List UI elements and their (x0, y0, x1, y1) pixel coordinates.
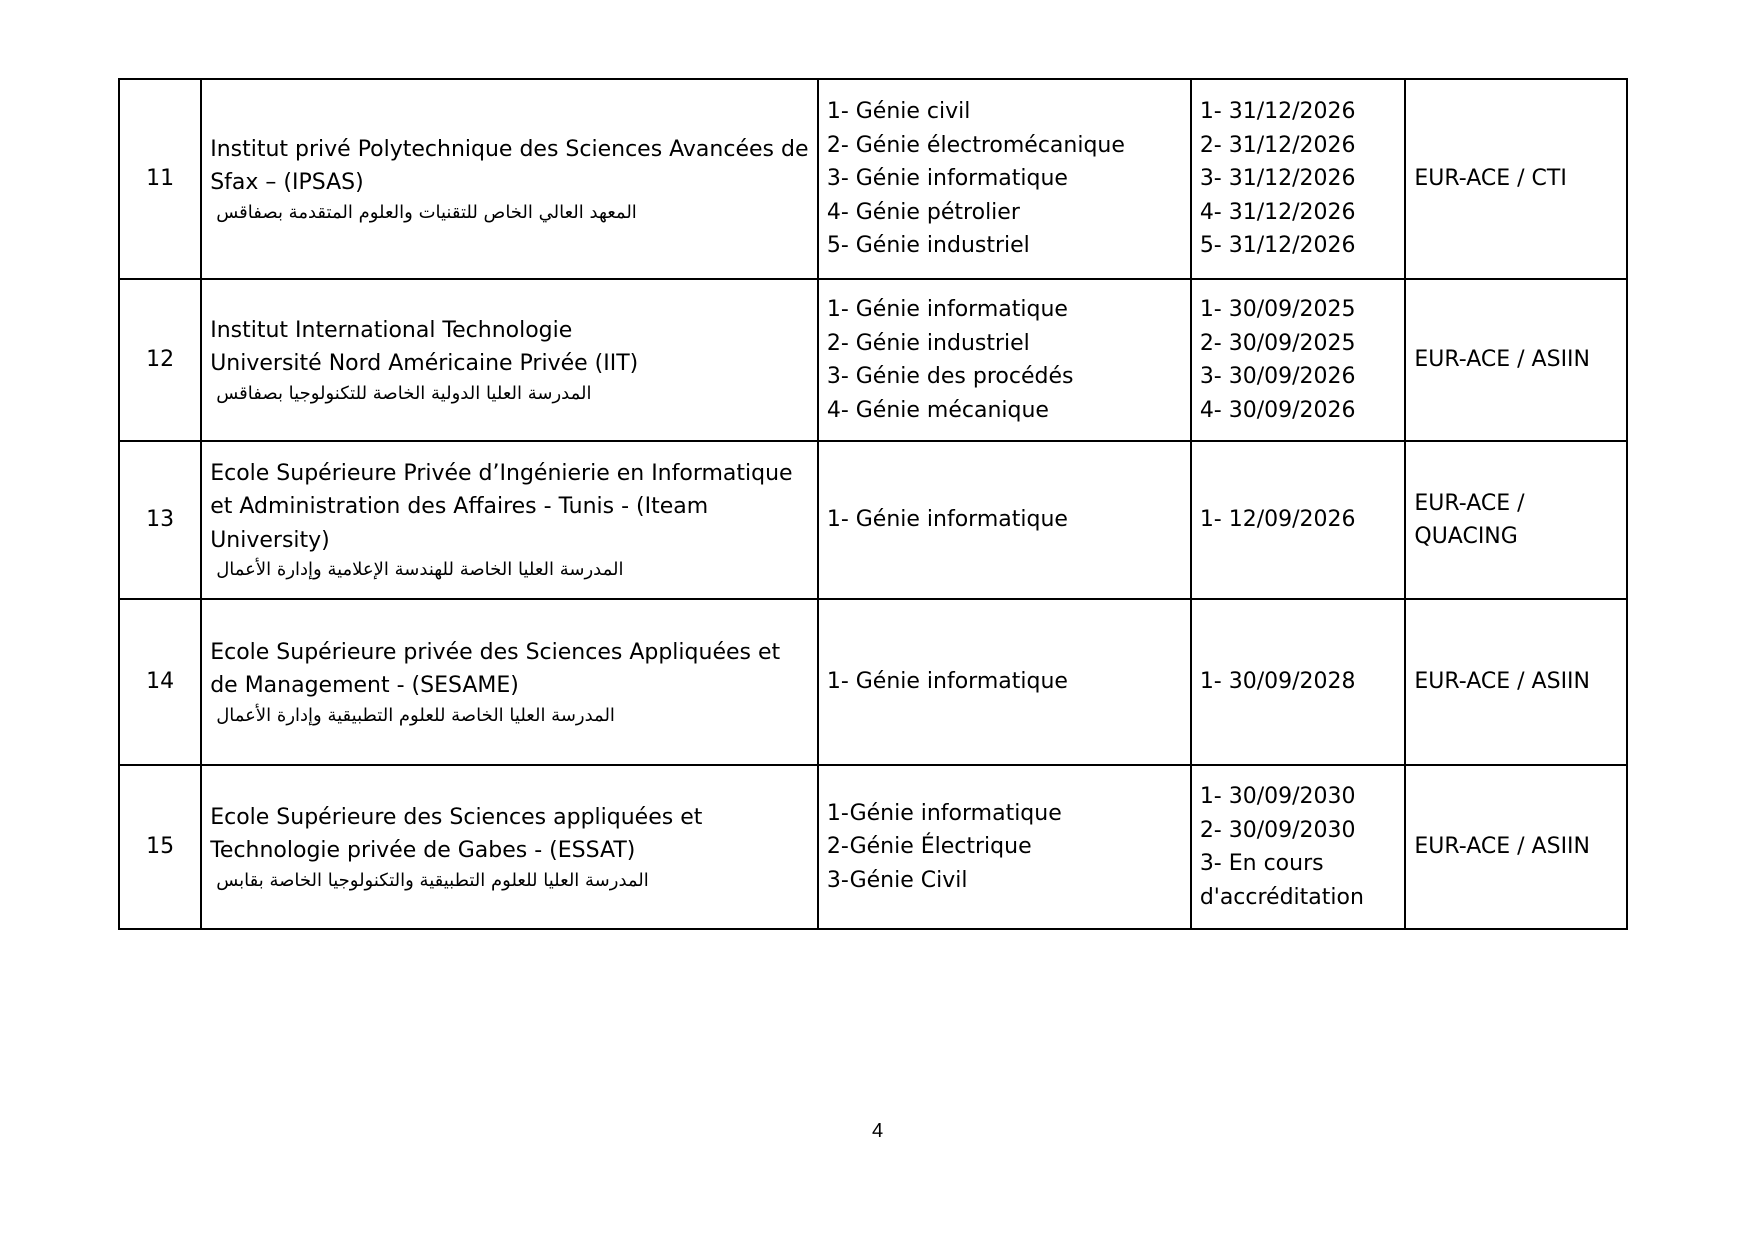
row-number: 14 (119, 599, 201, 765)
institution-cell (201, 599, 818, 765)
institution-cell (201, 765, 818, 929)
date-item: 1- 31/12/2026 (1199, 99, 1356, 125)
accreditation-label: EUR-ACE / ASIIN (1405, 765, 1627, 929)
date-item: 5- 31/12/2026 (1199, 233, 1356, 259)
institution-name-ar: المدرسة العليا للعلوم التطبيقية والتكنولوجيا الخاصة بقابس (216, 869, 649, 891)
institution-name-fr: Institut International Technologie (210, 317, 573, 343)
institution-cell (201, 279, 818, 441)
row-number: 15 (119, 765, 201, 929)
program-item: 5- Génie industriel (826, 233, 1030, 259)
institution-name-ar: المدرسة العليا الخاصة للعلوم التطبيقية وإدارة الأعمال (216, 704, 615, 726)
accreditation-label: EUR-ACE / ASIIN (1405, 279, 1627, 441)
programs-cell (818, 765, 1191, 929)
program-item: 1- Génie informatique (826, 297, 1068, 322)
date-item: 2- 30/09/2025 (1199, 330, 1356, 356)
program-item: 3- Génie informatique (826, 166, 1068, 192)
institution-cell (201, 441, 818, 599)
dates-cell (1191, 79, 1406, 279)
programs-cell (818, 79, 1191, 279)
row-number: 11 (119, 79, 201, 279)
date-item: 1- 30/09/2030 (1199, 784, 1356, 809)
date-item: 4- 30/09/2026 (1199, 397, 1356, 423)
date-item: 2- 30/09/2030 (1199, 817, 1356, 843)
row-number: 12 (119, 279, 201, 441)
program-item: 4- Génie pétrolier (826, 199, 1020, 225)
program-item: 1- Génie informatique (826, 507, 1068, 533)
date-item: 3- En cours d'accréditation (1199, 851, 1364, 910)
program-item: 3- Génie des procédés (826, 364, 1074, 389)
date-item: 3- 30/09/2026 (1199, 364, 1356, 389)
row-number: 13 (119, 441, 201, 599)
table-row (119, 79, 1627, 279)
institution-name-ar: المدرسة العليا الخاصة للهندسة الإعلامية وإدارة الأعمال (216, 559, 624, 581)
program-item: 1- Génie informatique (826, 669, 1068, 695)
program-item: 1-Génie informatique (826, 800, 1062, 826)
accreditation-label: EUR-ACE / QUACING (1405, 441, 1627, 599)
page-number: 4 (871, 1120, 884, 1142)
date-item: 4- 31/12/2026 (1199, 199, 1356, 225)
programs-cell (818, 279, 1191, 441)
institution-name-fr: Ecole Supérieure Privée d’Ingénierie en Informatique et Administration des Affaires - Tunis - (Iteam University) (210, 460, 793, 553)
institution-name-ar: المدرسة العليا الدولية الخاصة للتكنولوجيا بصفاقس (216, 382, 592, 404)
program-item: 2- Génie industriel (826, 330, 1030, 356)
programs-cell (818, 599, 1191, 765)
institution-name-ar: المعهد العالي الخاص للتقنيات والعلوم المتقدمة بصفاقس (216, 201, 637, 223)
dates-cell (1191, 599, 1406, 765)
program-item: 2- Génie électromécanique (826, 132, 1125, 158)
date-item: 1- 12/09/2026 (1199, 507, 1356, 533)
date-item: 1- 30/09/2025 (1199, 297, 1356, 322)
program-item: 4- Génie mécanique (826, 397, 1049, 423)
accreditation-table (118, 78, 1628, 930)
dates-cell (1191, 279, 1406, 441)
dates-cell (1191, 441, 1406, 599)
institution-cell (201, 79, 818, 279)
accreditation-label: EUR-ACE / ASIIN (1405, 599, 1627, 765)
table-row (119, 599, 1627, 765)
program-item: 2-Génie Électrique (826, 834, 1032, 860)
program-item: 3-Génie Civil (826, 867, 968, 893)
program-item: 1- Génie civil (826, 99, 971, 125)
date-item: 1- 30/09/2028 (1199, 669, 1356, 695)
accreditation-label: EUR-ACE / CTI (1405, 79, 1627, 279)
institution-name-fr: Ecole Supérieure privée des Sciences Appliquées et de Management - (SESAME) (210, 639, 781, 698)
table-row (119, 279, 1627, 441)
institution-name-fr: Ecole Supérieure des Sciences appliquées et Technologie privée de Gabes - (ESSAT) (210, 804, 703, 863)
institution-name-fr: Institut privé Polytechnique des Sciences Avancées de Sfax – (IPSAS) (210, 136, 809, 195)
date-item: 2- 31/12/2026 (1199, 132, 1356, 158)
programs-cell (818, 441, 1191, 599)
institution-name-fr: Université Nord Américaine Privée (IIT) (210, 351, 639, 376)
table-row (119, 441, 1627, 599)
dates-cell (1191, 765, 1406, 929)
table-row (119, 765, 1627, 929)
date-item: 3- 31/12/2026 (1199, 166, 1356, 192)
